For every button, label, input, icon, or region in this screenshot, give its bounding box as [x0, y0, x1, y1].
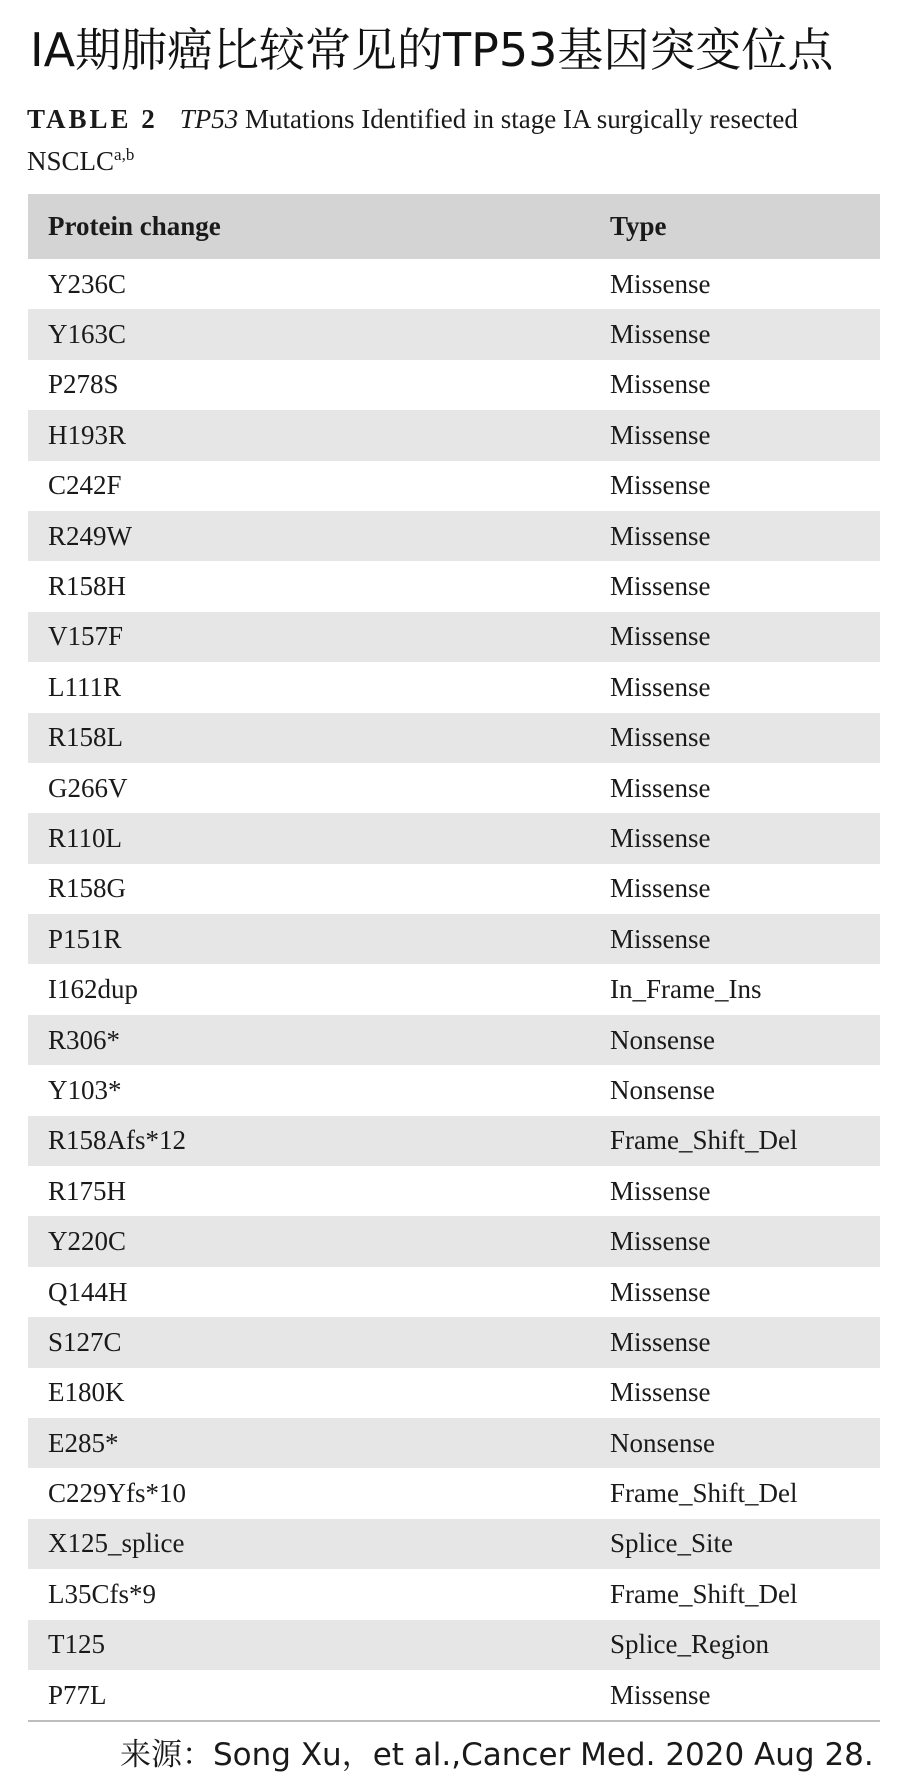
protein-change-cell: V157F [28, 612, 590, 662]
table-row [28, 1216, 880, 1266]
table-row [28, 1468, 880, 1518]
mutation-type-cell: Missense [590, 813, 880, 863]
mutation-type-cell: Missense [590, 713, 880, 763]
table-row [28, 511, 880, 561]
protein-change-cell: R306* [28, 1015, 590, 1065]
protein-change-cell: Y236C [28, 259, 590, 309]
table-row [28, 1116, 880, 1166]
gene-name: TP53 [179, 104, 239, 134]
page-title: IA期肺癌比较常见的TP53基因突变位点 [30, 23, 834, 77]
mutation-type-cell: Missense [590, 461, 880, 511]
source-citation: 来源：Song Xu，et al.,Cancer Med. 2020 Aug 28. [120, 1737, 874, 1773]
mutation-type-cell: Missense [590, 1368, 880, 1418]
mutation-type-cell: Nonsense [590, 1015, 880, 1065]
column-header-type: Type [590, 194, 880, 259]
table-row [28, 259, 880, 309]
protein-change-cell: Y220C [28, 1216, 590, 1266]
table-row [28, 813, 880, 863]
mutation-type-cell: Frame_Shift_Del [590, 1468, 880, 1518]
mutation-type-cell: Missense [590, 1267, 880, 1317]
mutation-type-cell: Missense [590, 309, 880, 359]
protein-change-cell: C242F [28, 461, 590, 511]
protein-change-cell: L35Cfs*9 [28, 1569, 590, 1619]
table-row [28, 561, 880, 611]
mutation-type-cell: Missense [590, 763, 880, 813]
caption-footnote-marks: a,b [114, 145, 135, 164]
protein-change-cell: R158G [28, 864, 590, 914]
table-row [28, 1065, 880, 1115]
mutation-type-cell: Nonsense [590, 1418, 880, 1468]
mutation-type-cell: Missense [590, 259, 880, 309]
column-header-protein-change: Protein change [28, 194, 590, 259]
table-body [28, 259, 880, 1721]
table-caption [27, 98, 887, 182]
table-row [28, 713, 880, 763]
mutation-type-cell: Frame_Shift_Del [590, 1116, 880, 1166]
table-row [28, 612, 880, 662]
protein-change-cell: R175H [28, 1166, 590, 1216]
protein-change-cell: Y103* [28, 1065, 590, 1115]
mutation-type-cell: Missense [590, 410, 880, 460]
table-row [28, 864, 880, 914]
protein-change-cell: L111R [28, 662, 590, 712]
protein-change-cell: I162dup [28, 964, 590, 1014]
mutation-type-cell: Splice_Site [590, 1519, 880, 1569]
protein-change-cell: R158L [28, 713, 590, 763]
mutation-type-cell: Missense [590, 864, 880, 914]
protein-change-cell: R110L [28, 813, 590, 863]
table-row [28, 410, 880, 460]
table-row [28, 1015, 880, 1065]
table-header-row [28, 194, 880, 259]
caption-text: Mutations Identified in stage IA surgically resected NSCLC [27, 104, 798, 176]
protein-change-cell: C229Yfs*10 [28, 1468, 590, 1518]
protein-change-cell: Q144H [28, 1267, 590, 1317]
table-row [28, 964, 880, 1014]
protein-change-cell: R158H [28, 561, 590, 611]
mutation-type-cell: Nonsense [590, 1065, 880, 1115]
protein-change-cell: S127C [28, 1317, 590, 1367]
protein-change-cell: P151R [28, 914, 590, 964]
table-row [28, 1620, 880, 1670]
protein-change-cell: T125 [28, 1620, 590, 1670]
table-row [28, 309, 880, 359]
table-row [28, 662, 880, 712]
table-row [28, 1317, 880, 1367]
table-row [28, 1166, 880, 1216]
protein-change-cell: H193R [28, 410, 590, 460]
mutation-type-cell: Missense [590, 1317, 880, 1367]
mutation-type-cell: In_Frame_Ins [590, 964, 880, 1014]
protein-change-cell: E180K [28, 1368, 590, 1418]
mutations-table-container [28, 194, 880, 1722]
protein-change-cell: G266V [28, 763, 590, 813]
mutation-type-cell: Missense [590, 612, 880, 662]
table-row [28, 1569, 880, 1619]
mutation-type-cell: Missense [590, 511, 880, 561]
table-row [28, 1267, 880, 1317]
protein-change-cell: E285* [28, 1418, 590, 1468]
protein-change-cell: P77L [28, 1670, 590, 1721]
mutation-type-cell: Missense [590, 662, 880, 712]
table-row [28, 461, 880, 511]
protein-change-cell: Y163C [28, 309, 590, 359]
table-row [28, 763, 880, 813]
table-row [28, 1368, 880, 1418]
mutations-table [28, 194, 880, 1722]
table-row [28, 1670, 880, 1721]
mutation-type-cell: Missense [590, 1670, 880, 1721]
protein-change-cell: R249W [28, 511, 590, 561]
table-row [28, 914, 880, 964]
protein-change-cell: X125_splice [28, 1519, 590, 1569]
table-row [28, 1418, 880, 1468]
protein-change-cell: P278S [28, 360, 590, 410]
protein-change-cell: R158Afs*12 [28, 1116, 590, 1166]
mutation-type-cell: Missense [590, 561, 880, 611]
mutation-type-cell: Missense [590, 1166, 880, 1216]
table-row [28, 360, 880, 410]
mutation-type-cell: Missense [590, 914, 880, 964]
mutation-type-cell: Missense [590, 1216, 880, 1266]
mutation-type-cell: Splice_Region [590, 1620, 880, 1670]
table-number: TABLE 2 [27, 104, 158, 134]
mutation-type-cell: Frame_Shift_Del [590, 1569, 880, 1619]
table-row [28, 1519, 880, 1569]
mutation-type-cell: Missense [590, 360, 880, 410]
